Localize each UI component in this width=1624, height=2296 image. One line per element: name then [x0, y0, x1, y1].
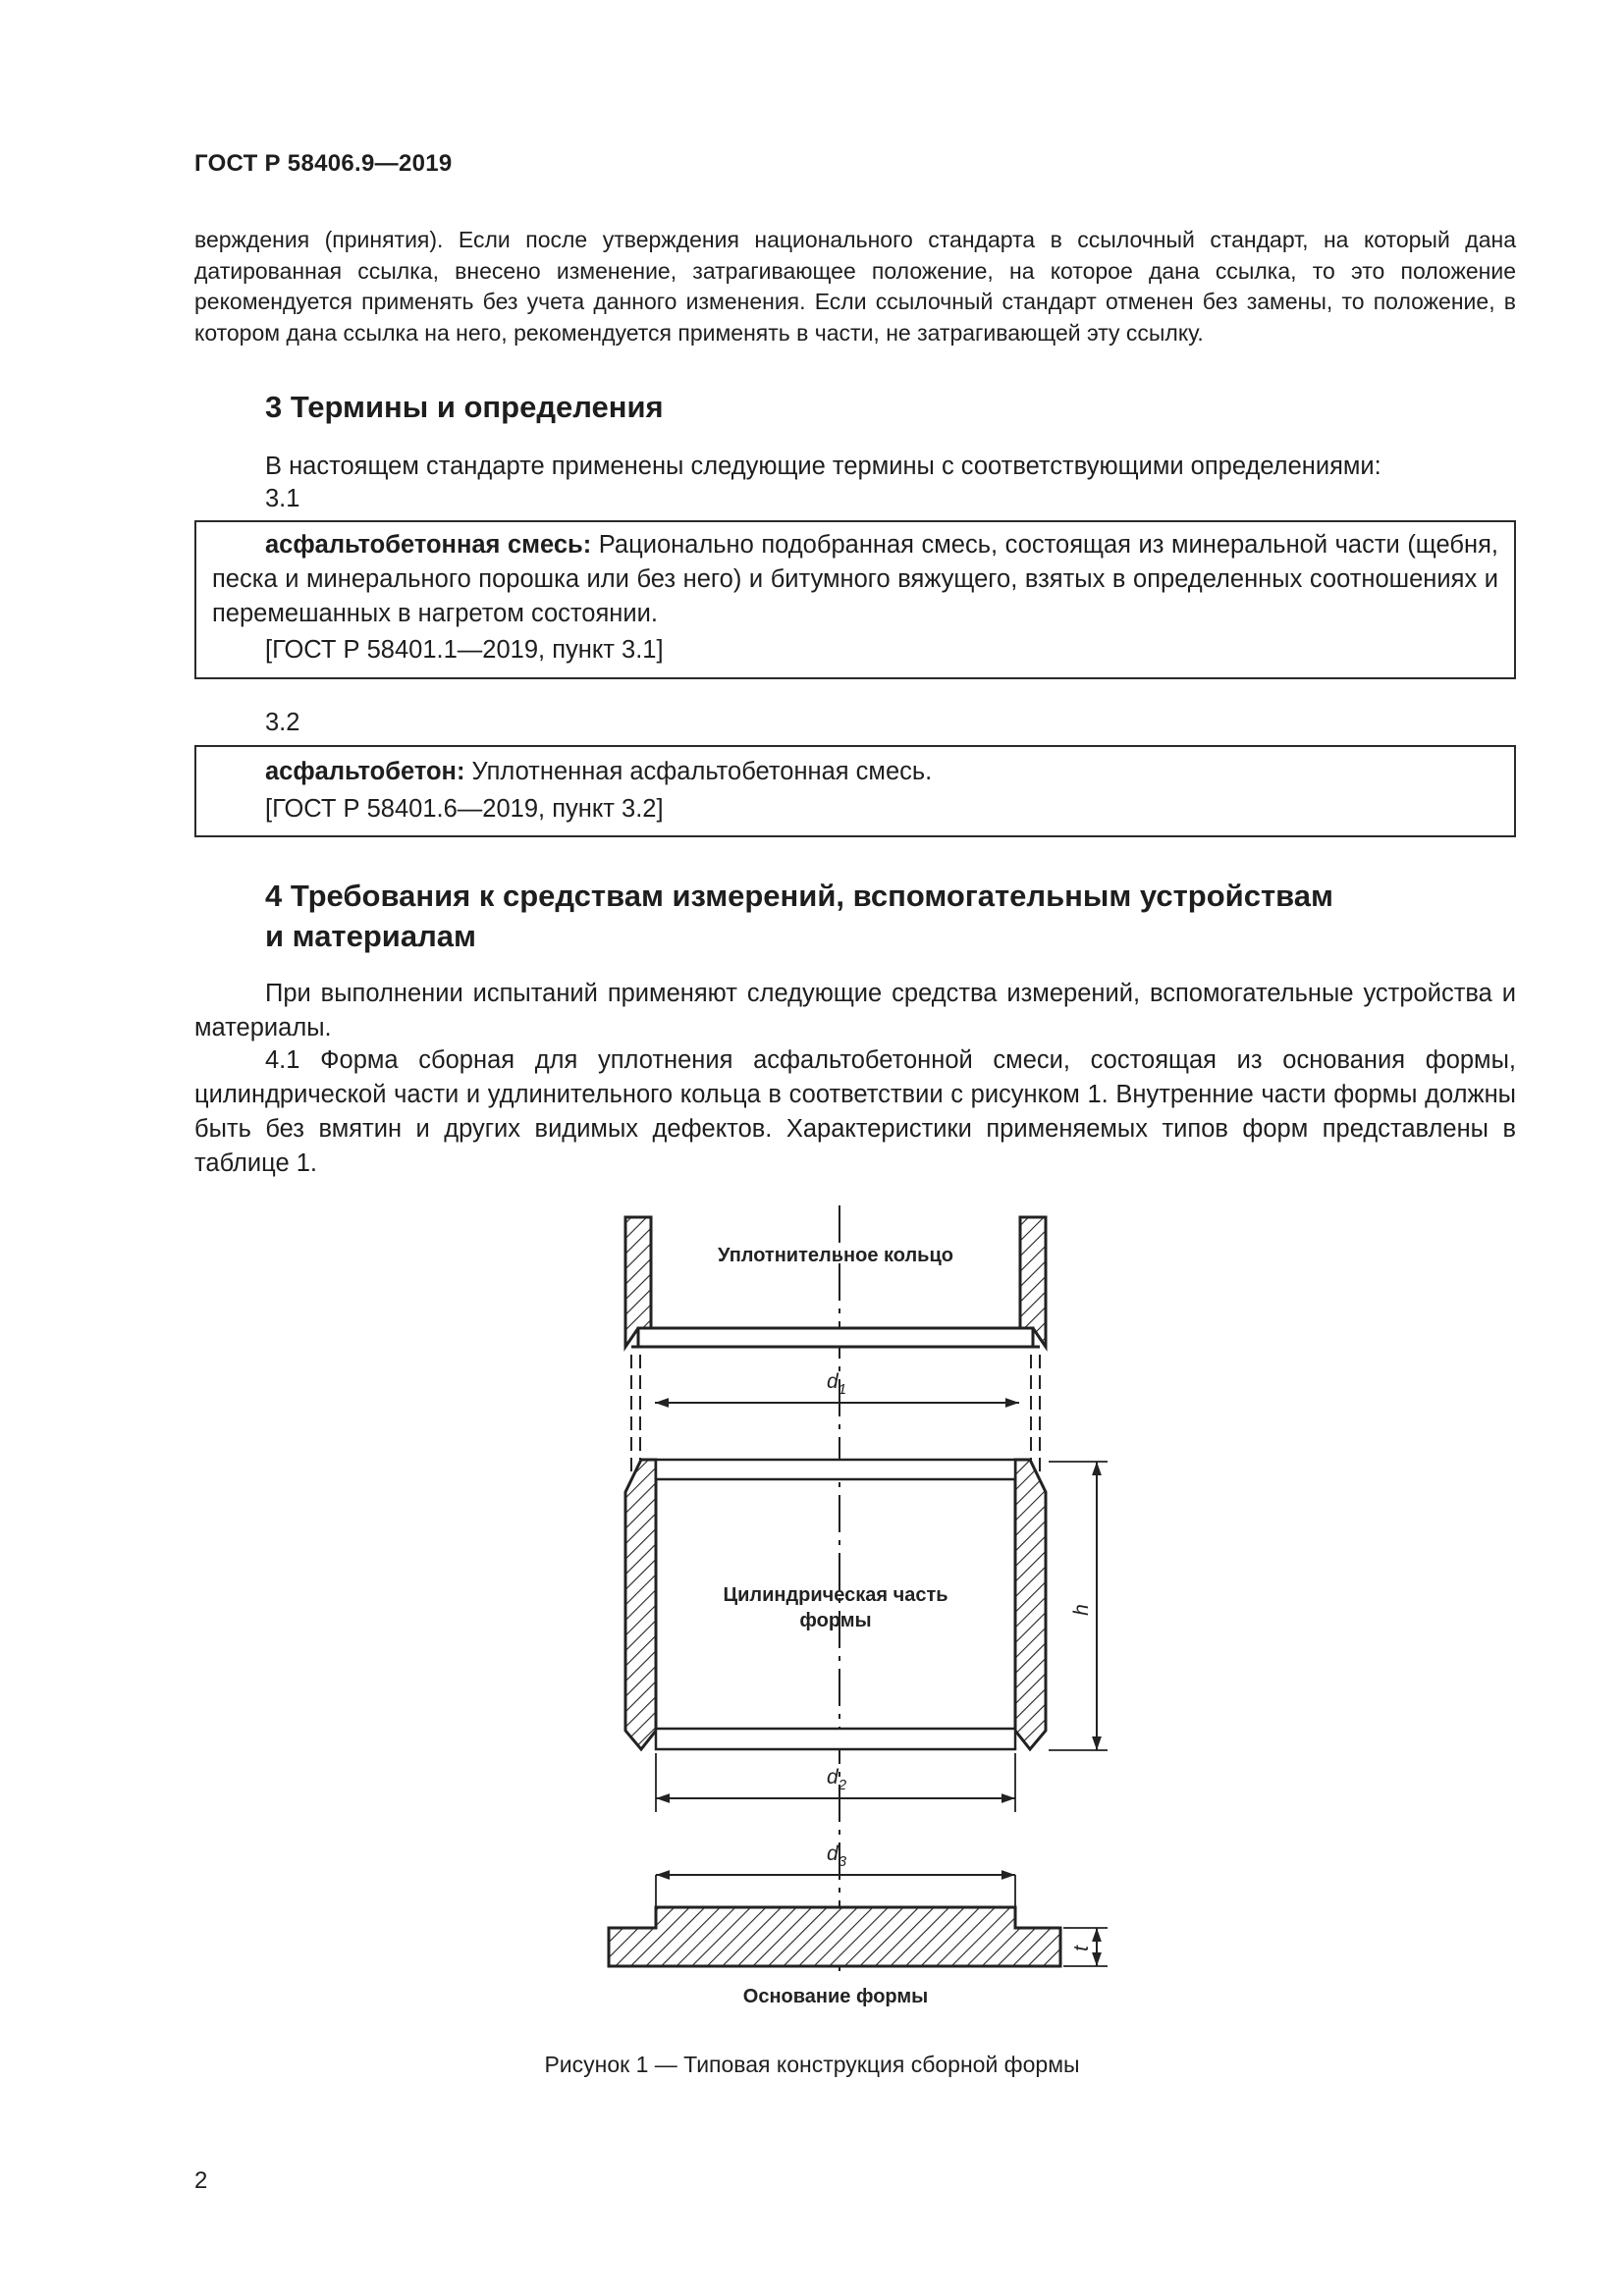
- label-d2: $d_2$: [827, 1766, 847, 1793]
- label-cylindrical-part: формы: [799, 1610, 872, 1631]
- term-name: асфальтобетон:: [265, 758, 465, 785]
- term-name: асфальтобетонная смесь:: [265, 531, 592, 559]
- section-3-title: 3 Термины и определения: [265, 390, 664, 424]
- section-4-title-line-1: 4 Требования к средствам измерений, вспомогательным устройствам: [265, 879, 1333, 913]
- term-source: [ГОСТ Р 58401.1—2019, пункт 3.1]: [265, 636, 664, 664]
- label-h: h: [1070, 1604, 1093, 1616]
- term-text: Рационально подобранная смесь, состоящая из минеральной части (щебня, песка и минерального порошка или без него) и битумного вяжущего, взятых в определенных соотношениях и перемешанных в нагретом состоянии.: [212, 531, 1498, 627]
- label-d1: $d_1$: [827, 1370, 847, 1398]
- label-cylindrical-part: Цилиндрическая часть: [723, 1584, 948, 1606]
- page-number: 2: [194, 2167, 208, 2194]
- section-4-title-line-2: и материалам: [265, 919, 476, 953]
- label-t: t: [1070, 1946, 1093, 1951]
- intro-paragraph: верждения (принятия). Если после утверждения национального стандарта в ссылочный стандарт, на который дана датированная ссылка, внесено изменение, затрагивающее положение, на которое дана ссылка, то это положение рекомендуется применять без учета данного изменения. Если ссылочный стандарт отменен без замены, то положение, в котором дана ссылка на него, рекомендуется применять в части, не затрагивающей эту ссылку.: [194, 227, 1516, 346]
- label-d3: $d_3$: [827, 1842, 847, 1870]
- term-text: Уплотненная асфальтобетонная смесь.: [464, 758, 933, 785]
- document-header: ГОСТ Р 58406.9—2019: [194, 150, 453, 177]
- term-source: [ГОСТ Р 58401.6—2019, пункт 3.2]: [265, 795, 664, 823]
- section-4-paragraph-2: 4.1 Форма сборная для уплотнения асфальтобетонной смеси, состоящая из основания формы, цилиндрической части и удлинительного кольца в соответствии с рисунком 1. Внутренние части формы должны быть без вмятин и других видимых дефектов. Характеристики применяемых типов форм представлены в таблице 1.: [194, 1046, 1516, 1177]
- figure-caption: Рисунок 1 — Типовая конструкция сборной формы: [544, 2052, 1080, 2077]
- term-number: 3.2: [265, 709, 300, 736]
- term-number: 3.1: [265, 485, 300, 512]
- section-4-paragraph-1: При выполнении испытаний применяют следующие средства измерений, вспомогательные устройства и материалы.: [194, 980, 1516, 1041]
- compaction-ring: [625, 1217, 1046, 1347]
- section-3-intro: В настоящем стандарте применены следующие термины с соответствующими определениями:: [265, 453, 1381, 480]
- label-mold-base: Основание формы: [742, 1986, 929, 2007]
- label-compaction-ring: Уплотнительное кольцо: [718, 1245, 953, 1266]
- mold-base: [609, 1907, 1060, 1966]
